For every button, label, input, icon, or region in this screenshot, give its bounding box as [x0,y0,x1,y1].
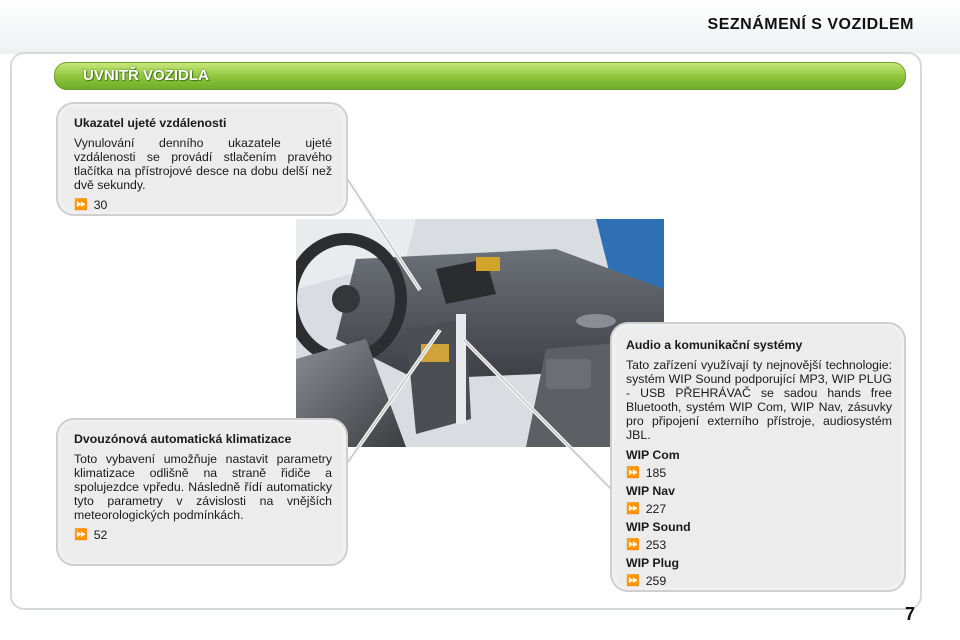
callout-odometer-body: Vynulování denního ukazatele ujeté vzdálenosti se provádí stlačením pravého tlačítka na přístrojové desce na dobu delší než dvě sekundy. [74,136,332,192]
section-title: UVNITŘ VOZIDLA [83,67,209,84]
fast-forward-arrow-icon: ⏩ [626,467,640,479]
callout-odometer-title: Ukazatel ujeté vzdálenosti [74,116,227,130]
page-reference[interactable] [626,538,892,552]
page-reference[interactable] [74,528,332,542]
callout-odometer [56,102,348,216]
fast-forward-arrow-icon: ⏩ [626,539,640,551]
audio-item-label: WIP Plug [626,556,680,570]
page-reference-number: 259 [645,574,667,588]
page-reference-number: 52 [93,528,108,542]
car-interior-photo [296,219,664,447]
callout-audio-title: Audio a komunikační systémy [626,338,803,352]
audio-item-label: WIP Sound [626,520,691,534]
callout-climate-title: Dvouzónová automatická klimatizace [74,432,292,446]
fast-forward-arrow-icon: ⏩ [626,575,640,587]
page-reference[interactable] [626,466,892,480]
section-banner [54,62,906,90]
fast-forward-arrow-icon: ⏩ [626,503,640,515]
callout-audio [610,322,906,592]
page-reference-number: 253 [645,538,667,552]
page-header-title: SEZNÁMENÍ S VOZIDLEM [707,16,914,33]
page-reference[interactable] [626,574,892,588]
callout-audio-body: Tato zařízení využívají ty nejnovější technologie: systém WIP Sound podporující MP3, WIP PLUG - USB PŘEHRÁVAČ se sadou hands free Bluetooth, systém WIP Com, WIP Nav, zásuvky pro připojení externího přístroje, audiosystém JBL. [626,358,892,442]
fast-forward-arrow-icon: ⏩ [74,529,88,541]
audio-item-label: WIP Com [626,448,680,462]
page-reference[interactable] [74,198,332,212]
page-reference-number: 30 [93,198,108,212]
audio-item-label: WIP Nav [626,484,675,498]
callout-climate [56,418,348,566]
page-reference-number: 227 [645,502,667,516]
page-reference-number: 185 [645,466,667,480]
callout-climate-body: Toto vybavení umožňuje nastavit parametry klimatizace odlišně na straně řidiče a spolujezdce vpředu. Následně řídí automaticky tyto parametry v závislosti na vnějších meteorologických podmínkách. [74,452,332,522]
page-number: 7 [905,604,916,624]
car-interior-illustration [296,219,664,447]
page-reference[interactable] [626,502,892,516]
fast-forward-arrow-icon: ⏩ [74,199,88,211]
